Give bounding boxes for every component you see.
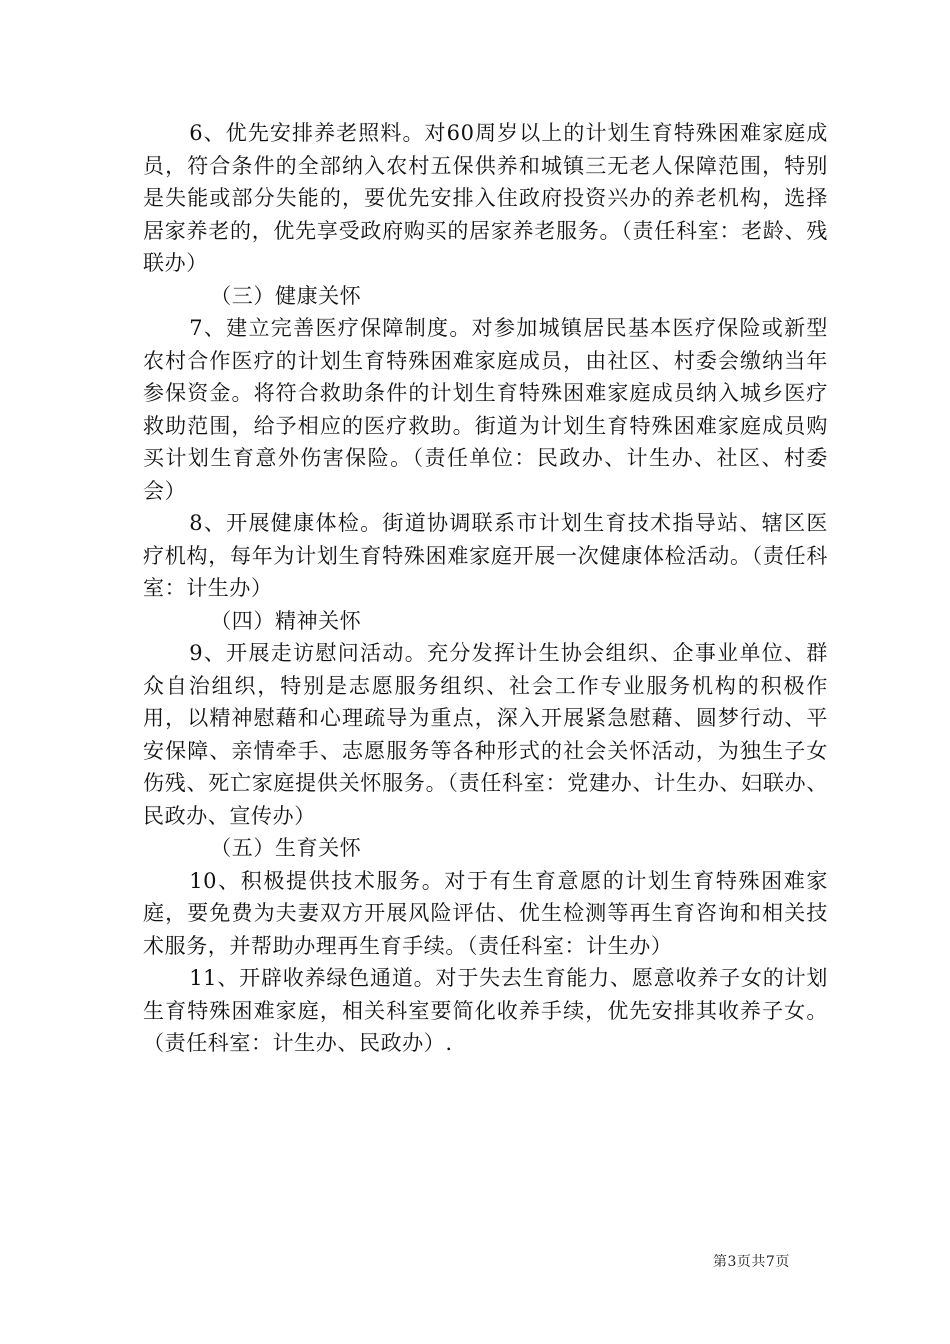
section-3-heading: （三）健康关怀 [210,283,362,308]
item-11-adoption: 11、开辟收养绿色通道。对于失去生育能力、愿意收养子女的计划生育特殊困难家庭，相关科室要简化收养手续，优先安排其收养子女。（责任科室：计生办、民政办）. [143,966,828,1055]
item-9-visits: 9、开展走访慰问活动。充分发挥计生协会组织、企事业单位、群众自治组织，特别是志愿服务组织、社会工作专业服务机构的积极作用，以精神慰藉和心理疏导为重点，深入开展紧急慰藉、圆梦行动、平安保障、亲情牵手、志愿服务等各种形式的社会关怀活动，为独生子女伤残、死亡家庭提供关怀服务。（责任科室：党建办、计生办、妇联办、民政办、宣传办） [143,641,828,828]
item-8-health-check: 8、开展健康体检。街道协调联系市计划生育技术指导站、辖区医疗机构，每年为计划生育特殊困难家庭开展一次健康体检活动。（责任科室：计生办） [143,511,828,600]
item-10-tech-service: 10、积极提供技术服务。对于有生育意愿的计划生育特殊困难家庭，要免费为夫妻双方开展风险评估、优生检测等再生育咨询和相关技术服务，并帮助办理再生育手续。（责任科室：计生办） [143,868,828,958]
section-5-heading: （五）生育关怀 [210,836,362,860]
item-6-elderly-care: 6、优先安排养老照料。对60周岁以上的计划生育特殊困难家庭成员，符合条件的全部纳入农村五保供养和城镇三无老人保障范围，特别是失能或部分失能的，要优先安排入住政府投资兴办的养老机构，选择居家养老的，优先享受政府购买的居家养老服务。（责任科室：老龄、残联办） [143,121,828,275]
section-4-heading: （四）精神关怀 [210,608,362,633]
item-7-medical-insurance: 7、建立完善医疗保障制度。对参加城镇居民基本医疗保险或新型农村合作医疗的计划生育特殊困难家庭成员，由社区、村委会缴纳当年参保资金。将符合救助条件的计划生育特殊困难家庭成员纳入城乡医疗救助范围，给予相应的医疗救助。街道为计划生育特殊困难家庭成员购买计划生育意外伤害保险。（责任单位：民政办、计生办、社区、村委会） [143,316,828,503]
document-body [143,117,828,1060]
page-number-footer: 第3页共7页 [713,1254,790,1270]
